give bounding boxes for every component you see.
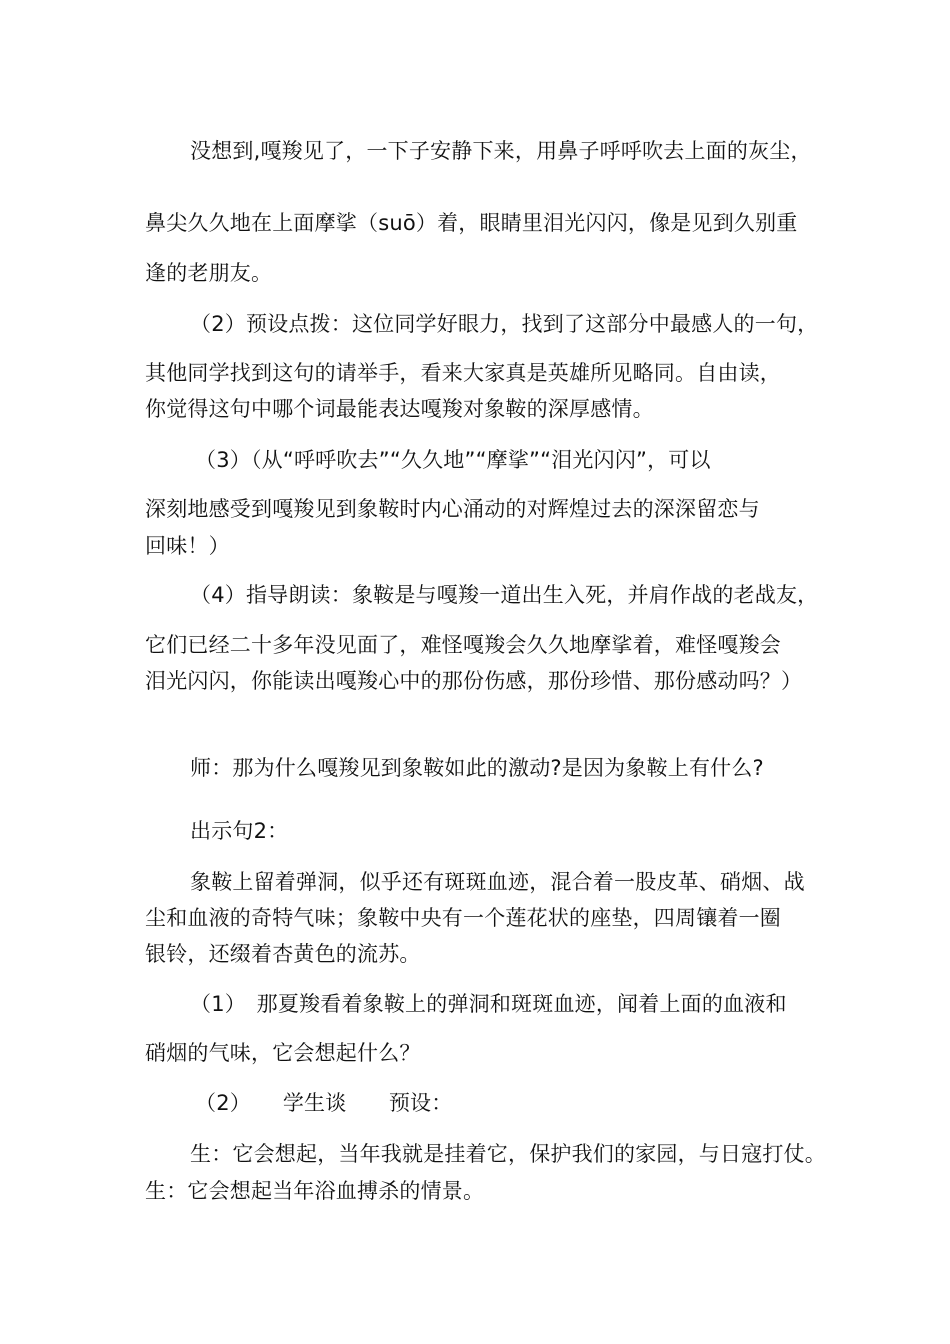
paragraph-line: （1） 那夏羧看着象鞍上的弹洞和斑斑血迹，闻着上面的血液和 [190,992,787,1016]
paragraph-line: 硝烟的气味，它会想起什么？ [145,1041,421,1065]
paragraph-line: 生：它会想起当年浴血搏杀的情景。 [145,1179,485,1203]
paragraph-line: （2） 学生谈 预设： [195,1091,453,1115]
paragraph-line: 出示句2： [190,819,289,843]
paragraph-line: 生：它会想起，当年我就是挂着它，保护我们的家园，与日寇打仗。 [190,1142,826,1166]
paragraph-line: 你觉得这句中哪个词最能表达嘎羧对象鞍的深厚感情。 [145,397,654,421]
paragraph-line: （3）（从“呼呼吹去”“久久地”“摩挲”“泪光闪闪”，可以 [195,448,711,472]
paragraph-line: 其他同学找到这句的请举手，看来大家真是英雄所见略同。自由读， [145,361,781,385]
paragraph-line: 它们已经二十多年没见面了，难怪嘎羧会久久地摩挲着，难怪嘎羧会 [145,633,781,657]
paragraph-line: 回味！） [145,534,230,558]
paragraph-line: 象鞍上留着弹洞，似乎还有斑斑血迹，混合着一股皮革、硝烟、战 [190,870,805,894]
paragraph-line: 师：那为什么嘎羧见到象鞍如此的激动?是因为象鞍上有什么? [190,756,764,780]
paragraph-line: （2）预设点拨：这位同学好眼力，找到了这部分中最感人的一句， [190,312,819,336]
paragraph-line: （4）指导朗读：象鞍是与嘎羧一道出生入死，并肩作战的老战友， [190,583,819,607]
paragraph-line: 银铃，还缀着杏黄色的流苏。 [145,942,421,966]
paragraph-line: 深刻地感受到嘎羧见到象鞍时内心涌动的对辉煌过去的深深留恋与 [145,497,760,521]
paragraph-line: 泪光闪闪，你能读出嘎羧心中的那份伤感，那份珍惜、那份感动吗？） [145,669,803,693]
paragraph-line: 鼻尖久久地在上面摩挲（suō）着，眼睛里泪光闪闪，像是见到久别重 [145,211,798,235]
paragraph-line: 尘和血液的奇特气味；象鞍中央有一个莲花状的座垫，四周镶着一圈 [145,906,781,930]
paragraph-line: 没想到,嘎羧见了，一下子安静下来，用鼻子呼呼吹去上面的灰尘， [190,139,812,163]
paragraph-line: 逢的老朋友。 [145,261,273,285]
